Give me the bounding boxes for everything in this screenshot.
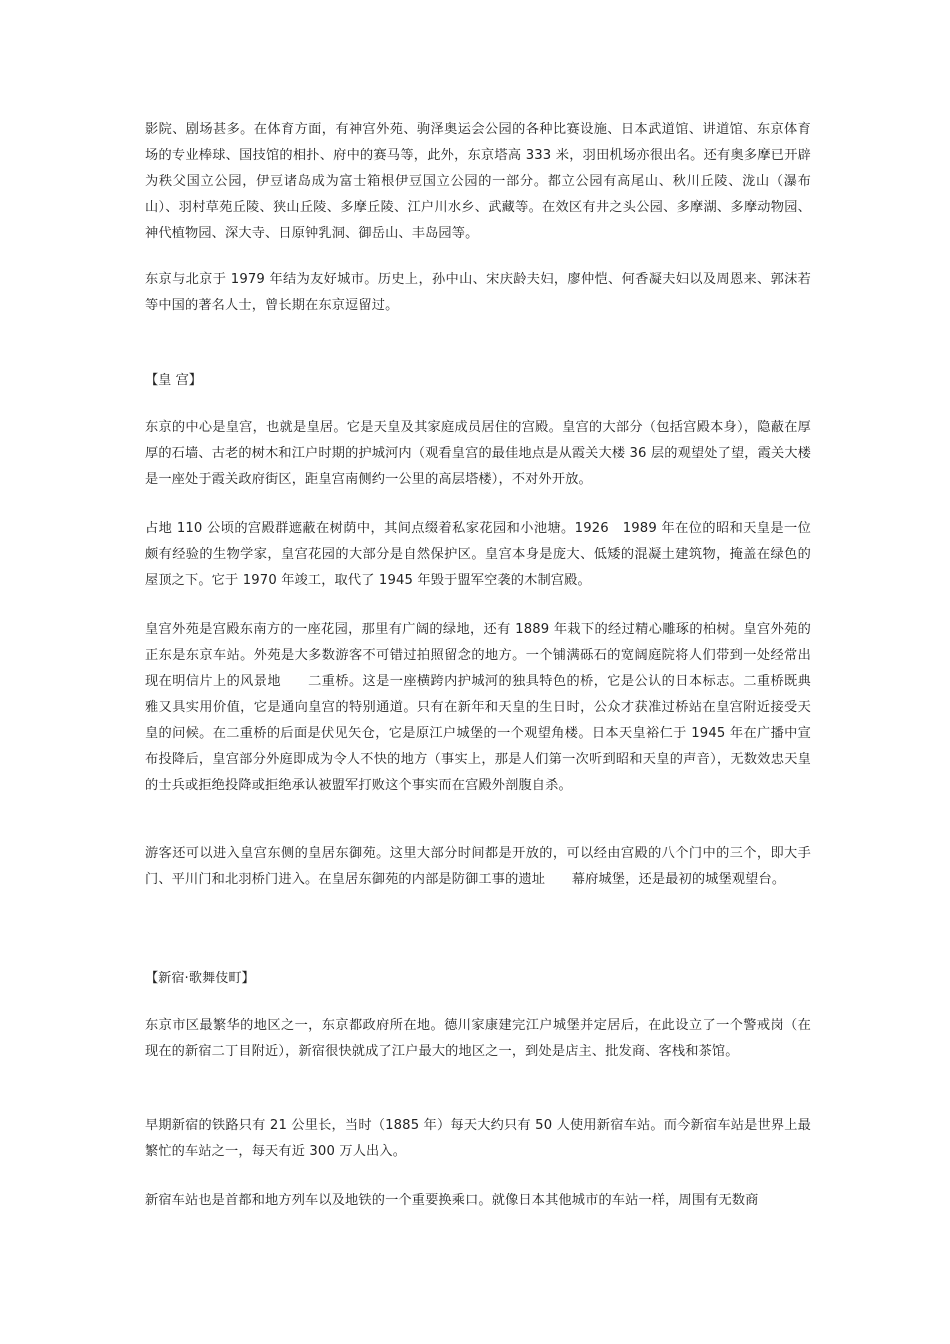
section-heading-imperial-palace: 【皇 宫】 (145, 373, 202, 388)
paragraph-outer-garden: 皇宫外苑是宫殿东南方的一座花园，那里有广阔的绿地，还有 1889 年栽下的经过精心雕琢的柏树。皇宫外苑的正东是东京车站。外苑是大多数游客不可错过拍照留念的地方。一个铺满砾石的宽阔庭院将人们带到一处经常出现在明信片上的风景地 二重桥。这是一座横跨内护城河的独具特色的桥，它是公认的日本标志。二重桥既典雅又具实用价值，它是通向皇宫的特别通道。只有在新年和天皇的生日时，公众才获准过桥站在皇宫附近接受天皇的问候。在二重桥的后面是伏见矢仓，它是原江户城堡的一个观望角楼。日本天皇裕仁于 1945 年在广播中宣布投降后，皇宫部分外庭即成为令人不快的地方（事实上，那是人们第一次听到昭和天皇的声音），无数效忠天皇的士兵或拒绝投降或拒绝承认被盟军打败这个事实而在宫殿外剖腹自杀。 (145, 622, 811, 793)
paragraph-sports-parks: 影院、剧场甚多。在体育方面，有神宫外苑、驹泽奥运会公园的各种比赛设施、日本武道馆、讲道馆、东京体育场的专业棒球、国技馆的相扑、府中的赛马等，此外，东京塔高 333 米，羽田机场亦很出名。还有奥多摩已开辟为秩父国立公园，伊豆诸岛成为富士箱根伊豆国立公园的一部分。都立公园有高尾山、秋川丘陵、泷山（瀑布山）、羽村草苑丘陵、狭山丘陵、多摩丘陵、江户川水乡、武藏等。在效区有井之头公园、多摩湖、多摩动物园、神代植物园、深大寺、日原钟乳洞、御岳山、丰岛园等。 (145, 122, 811, 241)
paragraph-friendship-city: 东京与北京于 1979 年结为友好城市。历史上，孙中山、宋庆龄夫妇，廖仲恺、何香凝夫妇以及周恩来、郭沫若等中国的著名人士，曾长期在东京逗留过。 (145, 272, 811, 313)
paragraph-shinjuku-railway: 早期新宿的铁路只有 21 公里长，当时（1885 年）每天大约只有 50 人使用新宿车站。而今新宿车站是世界上最繁忙的车站之一，每天有近 300 万人出入。 (145, 1118, 811, 1159)
paragraph-palace-center: 东京的中心是皇宫，也就是皇居。它是天皇及其家庭成员居住的宫殿。皇宫的大部分（包括宫殿本身），隐蔽在厚厚的石墙、古老的树木和江户时期的护城河内（观看皇宫的最佳地点是从霞关大楼 36 层的观望处了望，霞关大楼是一座处于霞关政府街区，距皇宫南侧约一公里的高层塔楼），不对外开放。 (145, 420, 811, 487)
paragraph-shinjuku-station: 新宿车站也是首都和地方列车以及地铁的一个重要换乘口。就像日本其他城市的车站一样，周围有无数商 (145, 1193, 759, 1208)
section-heading-shinjuku: 【新宿·歌舞伎町】 (145, 971, 255, 986)
paragraph-palace-grounds: 占地 110 公顷的宫殿群遮蔽在树荫中，其间点缀着私家花园和小池塘。1926 1989 年在位的昭和天皇是一位颇有经验的生物学家，皇宫花园的大部分是自然保护区。皇宫本身是庞大、低矮的混凝土建筑物，掩盖在绿色的屋顶之下。它于 1970 年竣工，取代了 1945 年毁于盟军空袭的木制宫殿。 (145, 521, 811, 588)
paragraph-east-garden: 游客还可以进入皇宫东侧的皇居东御苑。这里大部分时间都是开放的，可以经由宫殿的八个门中的三个，即大手门、平川门和北羽桥门进入。在皇居东御苑的内部是防御工事的遗址 幕府城堡，还是最初的城堡观望台。 (145, 846, 811, 887)
paragraph-shinjuku-history: 东京市区最繁华的地区之一，东京都政府所在地。德川家康建完江户城堡并定居后，在此设立了一个警戒岗（在现在的新宿二丁目附近），新宿很快就成了江户最大的地区之一，到处是店主、批发商、客栈和茶馆。 (145, 1018, 811, 1059)
